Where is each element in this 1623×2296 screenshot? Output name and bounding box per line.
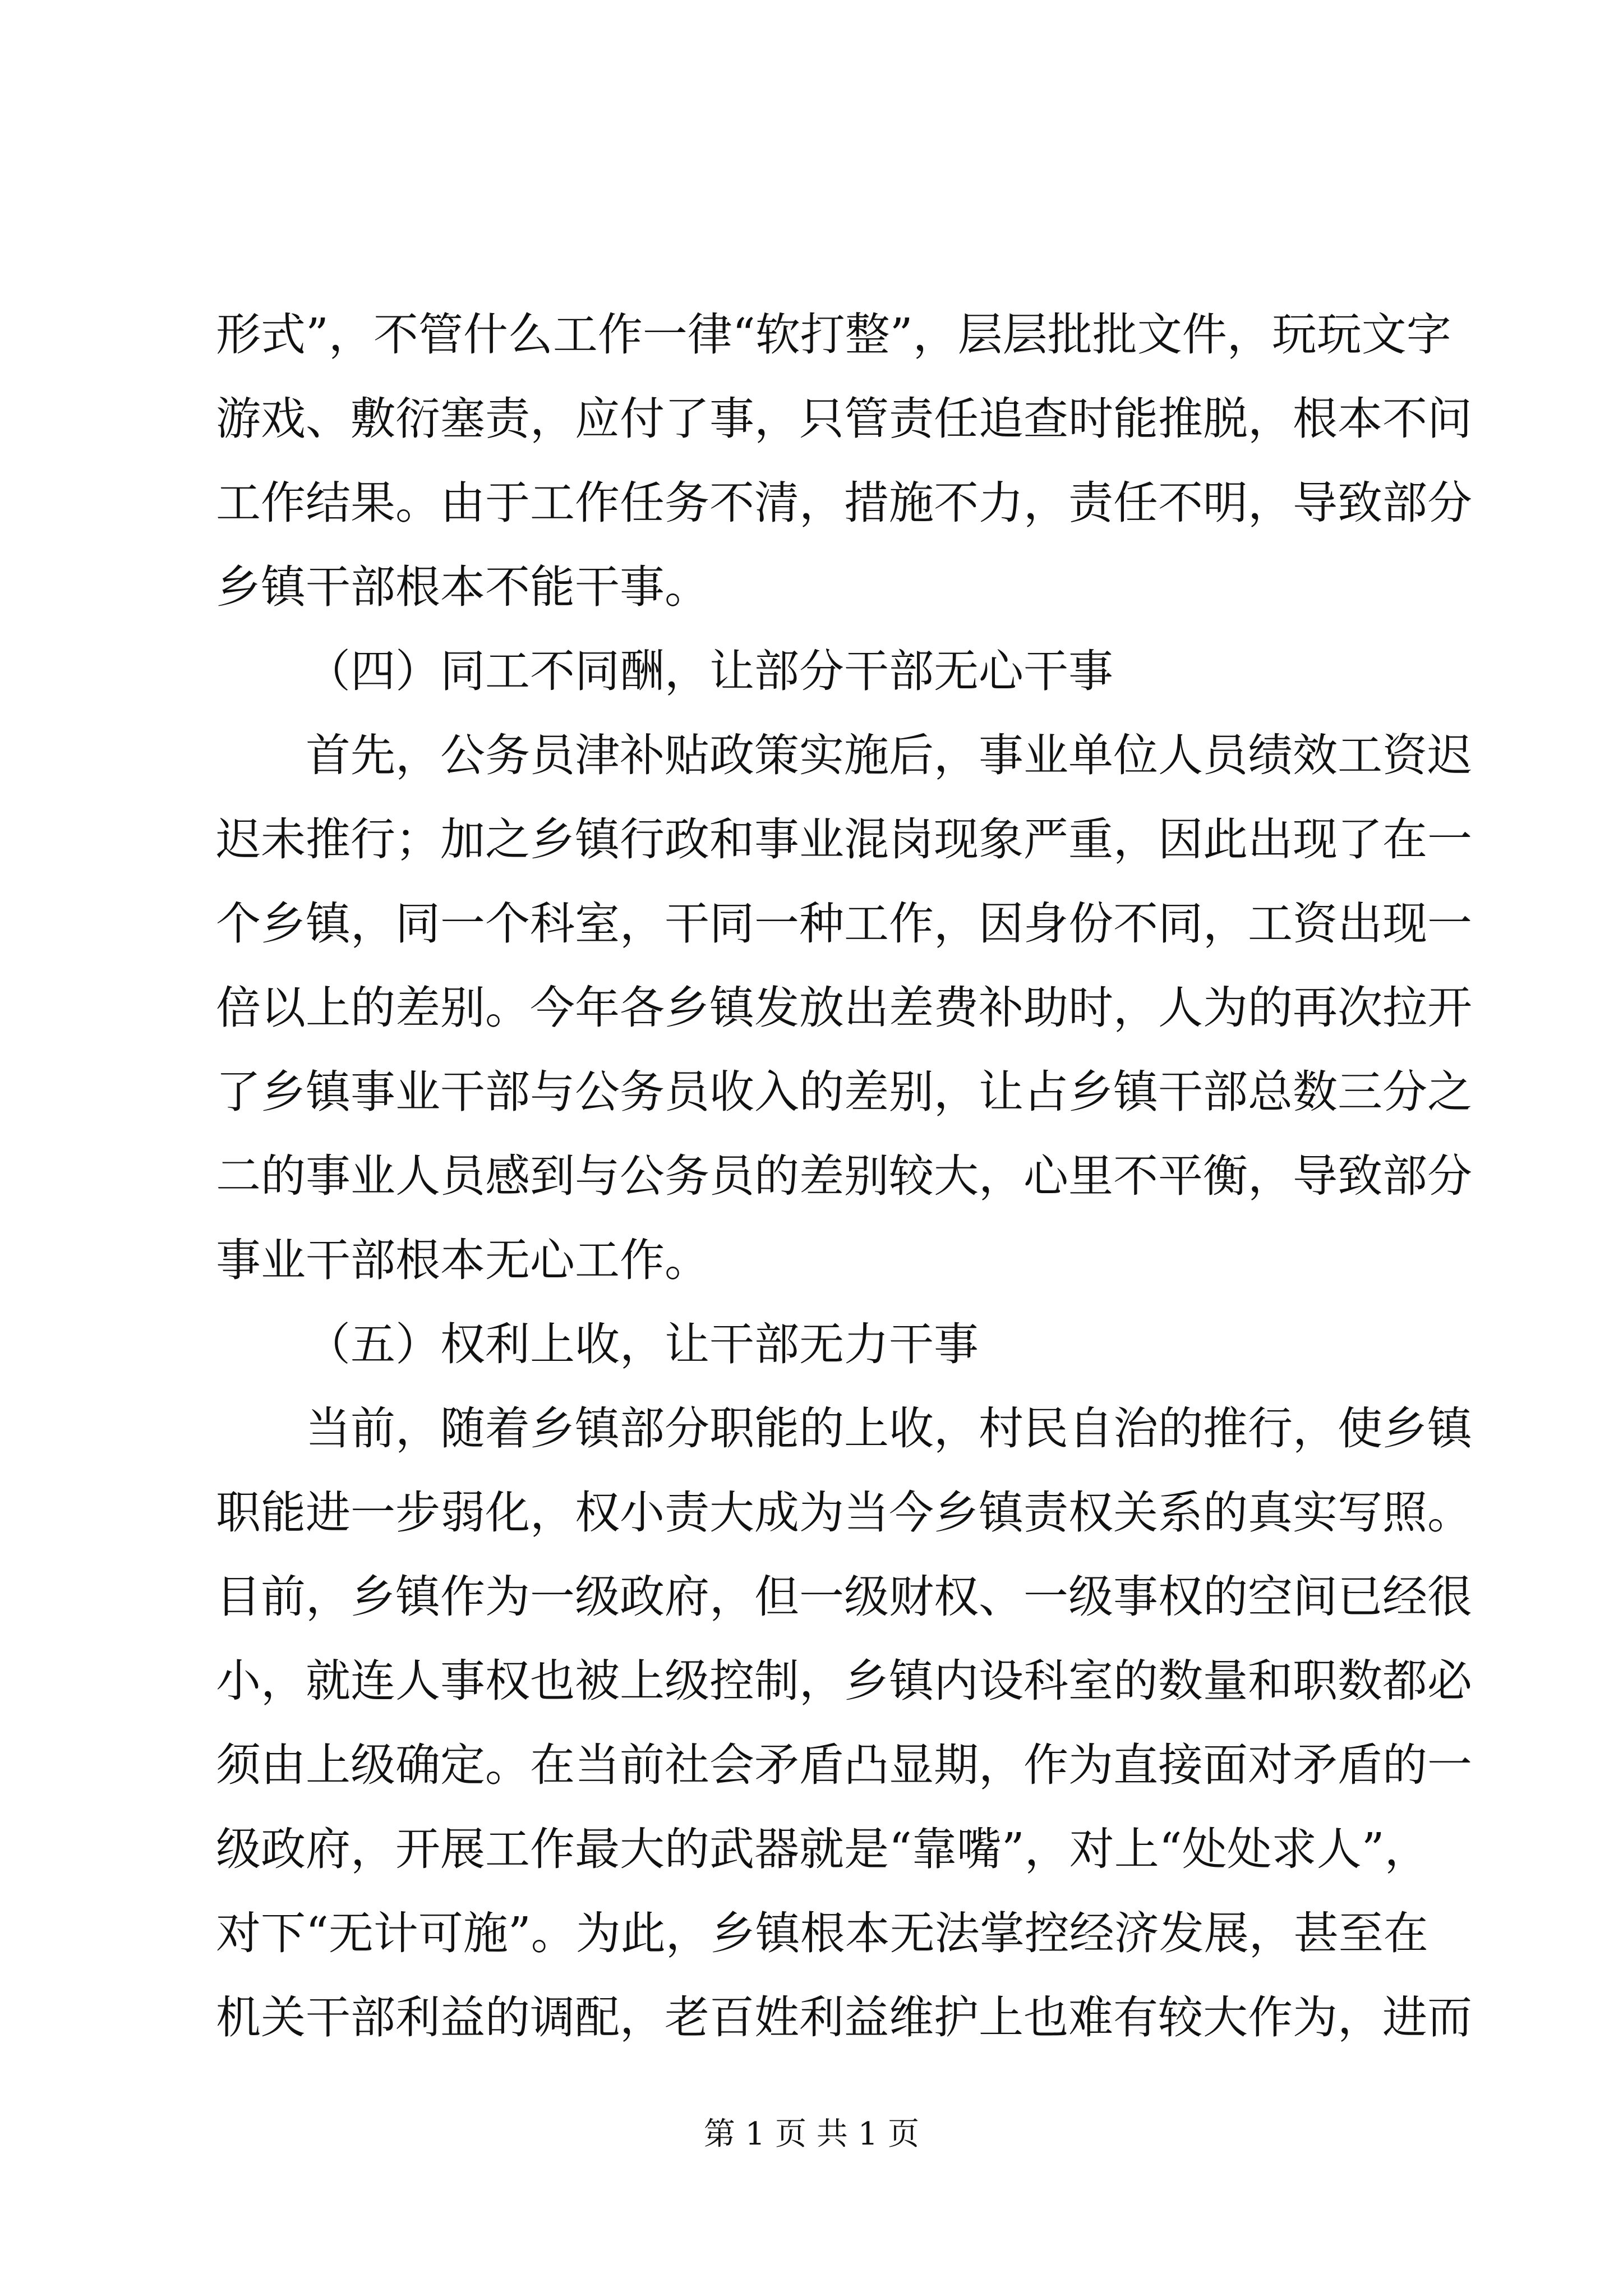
line-text: 二的事业人员感到与公务员的差别较大，心里不平衡，导致部分 bbox=[216, 1150, 1472, 1202]
line-text: 当前，随着乡镇部分职能的上收，村民自治的推行，使乡镇 bbox=[306, 1402, 1472, 1455]
line-text: 小，就连人事权也被上级控制，乡镇内设科室的数量和职数都必 bbox=[216, 1655, 1472, 1707]
heading-text: （五）权利上收，让干部无力干事 bbox=[306, 1318, 979, 1370]
line-text: 机关干部利益的调配，老百姓利益维护上也难有较大作为，进而 bbox=[216, 1991, 1472, 2044]
line-text: 职能进一步弱化，权小责大成为当今乡镇责权关系的真实写照。 bbox=[216, 1487, 1472, 1539]
line-text: 迟未推行；加之乡镇行政和事业混岗现象严重，因此出现了在一 bbox=[216, 813, 1472, 866]
text-line bbox=[0, 1723, 1623, 1807]
line-text: 目前，乡镇作为一级政府，但一级财权、一级事权的空间已经很 bbox=[216, 1571, 1472, 1623]
line-text: 对下“无计可施”。为此，乡镇根本无法掌控经济发展，甚至在 bbox=[216, 1907, 1428, 1959]
text-line bbox=[0, 377, 1623, 461]
line-text: 须由上级确定。在当前社会矛盾凸显期，作为直接面对矛盾的一 bbox=[216, 1739, 1472, 1791]
line-text: 个乡镇，同一个科室，干同一种工作，因身份不同，工资出现一 bbox=[216, 898, 1472, 950]
page-number-label: 第 1 页 共 1 页 bbox=[703, 2116, 920, 2152]
text-line bbox=[0, 966, 1623, 1050]
line-text: 事业干部根本无心工作。 bbox=[216, 1234, 709, 1286]
line-text: 形式”，不管什么工作一律“软打整”，层层批批文件，玩玩文字 bbox=[216, 309, 1451, 361]
text-line bbox=[0, 714, 1623, 798]
text-line bbox=[0, 1471, 1623, 1555]
text-line bbox=[0, 798, 1623, 882]
text-line bbox=[0, 461, 1623, 545]
text-line bbox=[0, 1387, 1623, 1471]
text-line bbox=[0, 545, 1623, 629]
page-footer bbox=[0, 2109, 1623, 2160]
text-line bbox=[0, 1976, 1623, 2060]
text-line bbox=[0, 1050, 1623, 1134]
text-line bbox=[0, 1218, 1623, 1303]
section-heading bbox=[0, 629, 1623, 714]
section-heading bbox=[0, 1303, 1623, 1387]
text-line bbox=[0, 293, 1623, 377]
line-text: 首先，公务员津补贴政策实施后，事业单位人员绩效工资迟 bbox=[306, 729, 1472, 781]
text-line bbox=[0, 1639, 1623, 1723]
text-line bbox=[0, 1807, 1623, 1892]
text-line bbox=[0, 1555, 1623, 1639]
text-line bbox=[0, 1892, 1623, 1976]
line-text: 工作结果。由于工作任务不清，措施不力，责任不明，导致部分 bbox=[216, 477, 1472, 529]
text-line bbox=[0, 1134, 1623, 1218]
line-text: 乡镇干部根本不能干事。 bbox=[216, 561, 709, 613]
line-text: 级政府，开展工作最大的武器就是“靠嘴”，对上“处处求人”， bbox=[216, 1823, 1430, 1875]
heading-text: （四）同工不同酬，让部分干部无心干事 bbox=[306, 645, 1113, 697]
line-text: 游戏、敷衍塞责，应付了事，只管责任追查时能推脱，根本不问 bbox=[216, 393, 1472, 445]
line-text: 了乡镇事业干部与公务员收入的差别，让占乡镇干部总数三分之 bbox=[216, 1066, 1472, 1118]
line-text: 倍以上的差别。今年各乡镇发放出差费补助时，人为的再次拉开 bbox=[216, 982, 1472, 1034]
text-line bbox=[0, 882, 1623, 966]
